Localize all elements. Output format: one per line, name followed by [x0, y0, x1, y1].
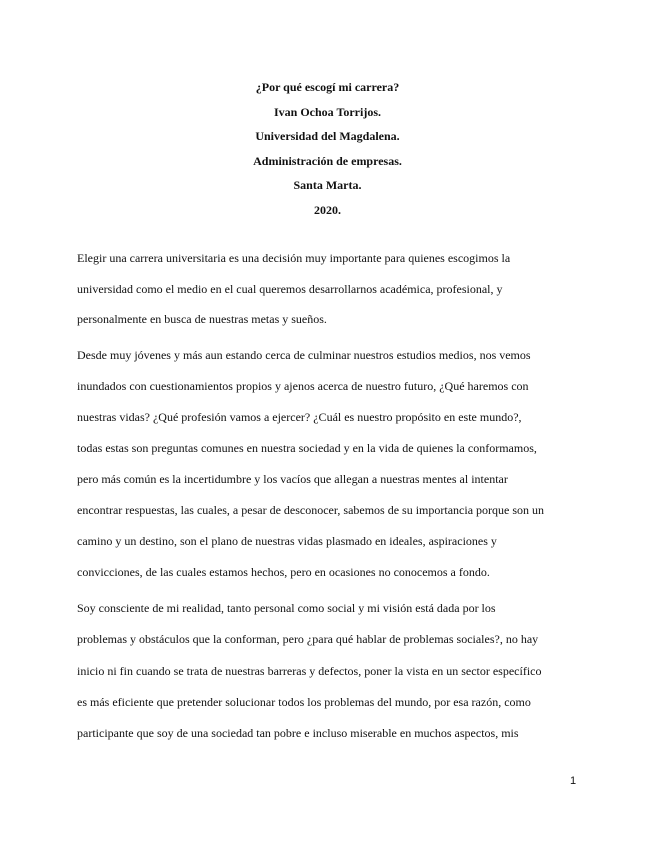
text-line: participante que soy de una sociedad tan pobre e incluso miserable en muchos aspectos, mis	[77, 726, 519, 740]
text-line: todas estas son preguntas comunes en nuestra sociedad y en la vida de quienes la conformamos,	[77, 440, 537, 455]
body-text	[77, 248, 581, 759]
text-line: Desde muy jóvenes y más aun estando cerca de culminar nuestros estudios medios, nos vemos	[77, 347, 531, 362]
text-line: universidad como el medio en el cual queremos desarrollarnos académica, profesional, y	[77, 281, 503, 296]
text-line: inundados con cuestionamientos propios y ajenos acerca de nuestro futuro, ¿Qué haremos con	[77, 378, 529, 393]
text-line: pero más común es la incertidumbre y los vacíos que allegan a nuestras mentes al intentar	[77, 471, 508, 486]
page-number: 1	[570, 775, 577, 787]
text-line: inicio ni fin cuando se trata de nuestras barreras y defectos, poner la vista en un sector específico	[77, 663, 542, 678]
university-name: Universidad del Magdalena.	[255, 129, 400, 144]
text-line: encontrar respuestas, las cuales, a pesar de desconocer, sabemos de su importancia porque son un	[77, 502, 545, 517]
text-line: personalmente en busca de nuestras metas y sueños.	[77, 312, 327, 326]
paragraph	[77, 248, 581, 340]
text-line: problemas y obstáculos que la conforman, pero ¿para qué hablar de problemas sociales?, no hay	[77, 632, 539, 647]
document-title: ¿Por qué escogí mi carrera?	[255, 80, 400, 94]
text-line: Elegir una carrera universitaria es una decisión muy importante para quienes escogimos la	[77, 251, 511, 265]
year: 2020.	[314, 202, 341, 217]
text-line: es más eficiente que pretender solucionar todos los problemas del mundo, por esa razón, como	[77, 694, 531, 709]
program-name: Administración de empresas.	[253, 153, 402, 168]
title-block	[0, 75, 655, 223]
text-line: nuestras vidas? ¿Qué profesión vamos a ejercer? ¿Cuál es nuestro propósito en este mundo?,	[77, 409, 522, 424]
paragraph	[77, 598, 581, 754]
text-line: convicciones, de las cuales estamos hechos, pero en ocasiones no conocemos a fondo.	[77, 565, 490, 580]
text-line: Soy consciente de mi realidad, tanto personal como social y mi visión está dada por los	[77, 601, 496, 616]
city-name: Santa Marta.	[293, 178, 362, 193]
author-name: Ivan Ochoa Torrijos.	[273, 104, 381, 119]
text-line: camino y un destino, son el plano de nuestras vidas plasmado en ideales, aspiraciones y	[77, 534, 497, 549]
paragraph	[77, 345, 581, 594]
